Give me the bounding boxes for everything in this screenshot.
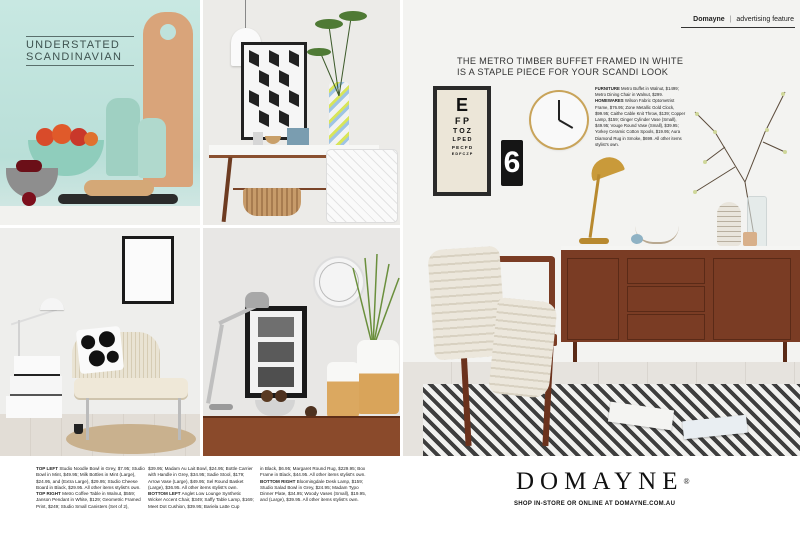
- caption-text: in Black, $6.95; Margaret Round Rug, $229.95; Box Frame in Black, $44.95. All other items stylist's own.: [260, 466, 366, 478]
- header-brand: Domayne: [693, 16, 725, 23]
- cherries: [16, 160, 42, 172]
- credit-homewares: [595, 98, 687, 148]
- header-separator: |: [729, 16, 732, 23]
- caption-label: BOTTOM LEFT: [148, 491, 181, 497]
- palm-plant: [299, 6, 379, 96]
- number-sign: [501, 140, 523, 186]
- sadie-stool: [327, 150, 397, 222]
- caption-text: Metro Coffee Table in Walnut, $559; Janson Pendant in White, $129; Geometric Framed Print, $249; Studio Small Canisters (Set of 2),: [36, 491, 141, 509]
- caption-label: TOP LEFT: [36, 466, 59, 471]
- board-hole: [160, 24, 176, 40]
- pendant-cord: [245, 0, 246, 28]
- chair-leg: [86, 398, 89, 440]
- eye-chart-row: F P: [454, 116, 469, 126]
- round-basket: [243, 188, 301, 216]
- milk-bottle-small: [138, 118, 166, 178]
- pinecone: [275, 390, 287, 402]
- caption-label: TOP RIGHT: [36, 491, 61, 497]
- woody-vase-small: [327, 362, 359, 418]
- desk-lamp-base: [209, 404, 233, 410]
- apple: [84, 132, 98, 146]
- pinecone: [261, 390, 273, 402]
- optometrist-frame: [433, 86, 491, 196]
- dot-cushion: [76, 326, 124, 374]
- caption-text: Bloomingdale Desk Lamp, $159; Studio Salad Bowl in Grey, $24.95; Madam Typo Dinner Plate, $34.95; Woody Vases (Small), $19.95, and (Large), $39.95. All other items stylist's own.: [260, 478, 367, 503]
- logo-registered: ®: [683, 477, 690, 486]
- canister: [253, 132, 263, 145]
- stacked-box: [10, 376, 62, 396]
- eye-chart-row: E: [455, 95, 468, 115]
- stacked-box: [14, 356, 60, 377]
- copper-lamp-shade: [587, 153, 625, 182]
- walnut-desk: [203, 416, 400, 456]
- credit-label: FURNITURE: [595, 86, 620, 91]
- desk-lamp-arm: [206, 324, 224, 403]
- caption-text: Anglet Low Lounge Synthetic Wicker Accent Chair, $349; Saffy Table Lamp, $169; Meet Dot Cushion, $39.95; Bariela Latte Cup: [148, 491, 254, 509]
- cherry: [22, 192, 36, 206]
- geometric-framed-print: [241, 42, 307, 140]
- headline-line1: UNDERSTATED: [26, 39, 121, 51]
- round-vase: [631, 234, 643, 244]
- grass-plant: [343, 248, 400, 348]
- photo-top-middle: [203, 0, 400, 225]
- caption-column-3: [260, 466, 368, 504]
- salad-bowl: [255, 400, 295, 416]
- eye-chart-row: L P E D: [452, 137, 472, 143]
- photo-top-left: [0, 0, 200, 225]
- box-frame-photos: [245, 306, 307, 398]
- table-lamp-shade: [40, 298, 64, 310]
- eye-chart-row: E D F C Z P: [451, 152, 473, 156]
- cotton-spools: [743, 232, 757, 246]
- table-top: [0, 206, 200, 225]
- caption-text: Studio Noodle Bowl in Grey, $7.95; Studio Bowl in Mint, $49.95; Milk Bottles in Mint (Large), $24.95, and (Extra Large), $29.95; Studio Cheese Board in Black, $29.95. All other items stylist's own.: [36, 466, 145, 490]
- header-rule: [681, 27, 795, 28]
- wicker-chair-seat: [74, 378, 188, 398]
- photo-bottom-left: [0, 228, 200, 456]
- buffet-leg: [573, 342, 577, 362]
- photo-hero-buffet: [403, 0, 800, 456]
- headline-line2: SCANDINAVIAN: [26, 51, 123, 63]
- header-feature-label: advertising feature: [736, 16, 794, 23]
- caption-column-1: [36, 466, 146, 510]
- table-lamp-stand: [18, 320, 20, 360]
- footer-tagline: SHOP IN-STORE OR ONLINE AT DOMAYNE.COM.AU: [514, 501, 676, 507]
- credit-text: Metro Buffet in Walnut, $1499; Metro Dining Chair in Walnut, $299.: [595, 86, 679, 98]
- desk-lamp-head: [245, 292, 269, 308]
- number-sign-digit: 6: [503, 146, 521, 179]
- caption-text: $39.95; Madam Au Lait Bowl, $24.95; Bottle Carrier with Handle in Grey, $34.95; Sadie Stool, $179; Arrow Vase (Large), $49.95; Sel Round Basket (Large), $36.95. All other items stylist's own.: [148, 466, 253, 490]
- cable-knit-throw-drape: [488, 297, 558, 399]
- woody-vase-large: [357, 340, 399, 414]
- domayne-logo: [516, 470, 706, 494]
- milk-bottle-large: [106, 98, 140, 176]
- eye-chart-row: T O Z: [453, 128, 471, 135]
- ginger-cylinder-vase: [717, 202, 741, 246]
- bowl: [265, 136, 281, 144]
- credit-furniture: [595, 86, 687, 98]
- bread: [84, 180, 154, 196]
- logo-wordmark: DOMAYNE: [516, 468, 684, 495]
- table-leg: [222, 157, 233, 222]
- stacked-box: [6, 396, 62, 418]
- eye-chart-row: P E C F D: [451, 145, 473, 150]
- photo-bottom-middle: [203, 228, 400, 456]
- hero-headline-line1: THE METRO TIMBER BUFFET FRAMED IN WHITE: [457, 56, 684, 66]
- copper-lamp-base: [579, 238, 609, 244]
- caption-column-2: [148, 466, 256, 510]
- hero-credits: [595, 86, 687, 148]
- box-frame-black: [122, 236, 174, 304]
- metro-buffet: [561, 246, 800, 342]
- apple: [52, 124, 72, 144]
- copper-lamp-arm: [589, 174, 601, 238]
- headline-understated-scandinavian: [26, 36, 146, 66]
- chair-leg: [178, 398, 181, 440]
- buffet-leg: [783, 342, 787, 362]
- caption-label: BOTTOM RIGHT: [260, 478, 296, 484]
- credit-text: Wilson Fabric Optometrist Frame, $76.95; Zone Metallic Gold Clock, $99.95; Caithe Cable Knit Throw, $139; Copper Lamp, $159; Ginger Cylinder Vase (Small), $49.95; Vouge Round Vase (Small), $39.95; Yorkey Ceramic Cotton Spools, $19.95; Aura Diamond Rug in Smoke, $699. All other items stylist's own.: [595, 98, 686, 147]
- credit-label: HOMEWARES: [595, 98, 624, 104]
- hero-headline-line2: IS A STAPLE PIECE FOR YOUR SCANDI LOOK: [457, 66, 669, 77]
- gold-clock: [531, 92, 587, 148]
- latte-cup: [74, 424, 83, 434]
- header-advertising-feature: [693, 16, 794, 23]
- bottle-carrier: [287, 128, 309, 145]
